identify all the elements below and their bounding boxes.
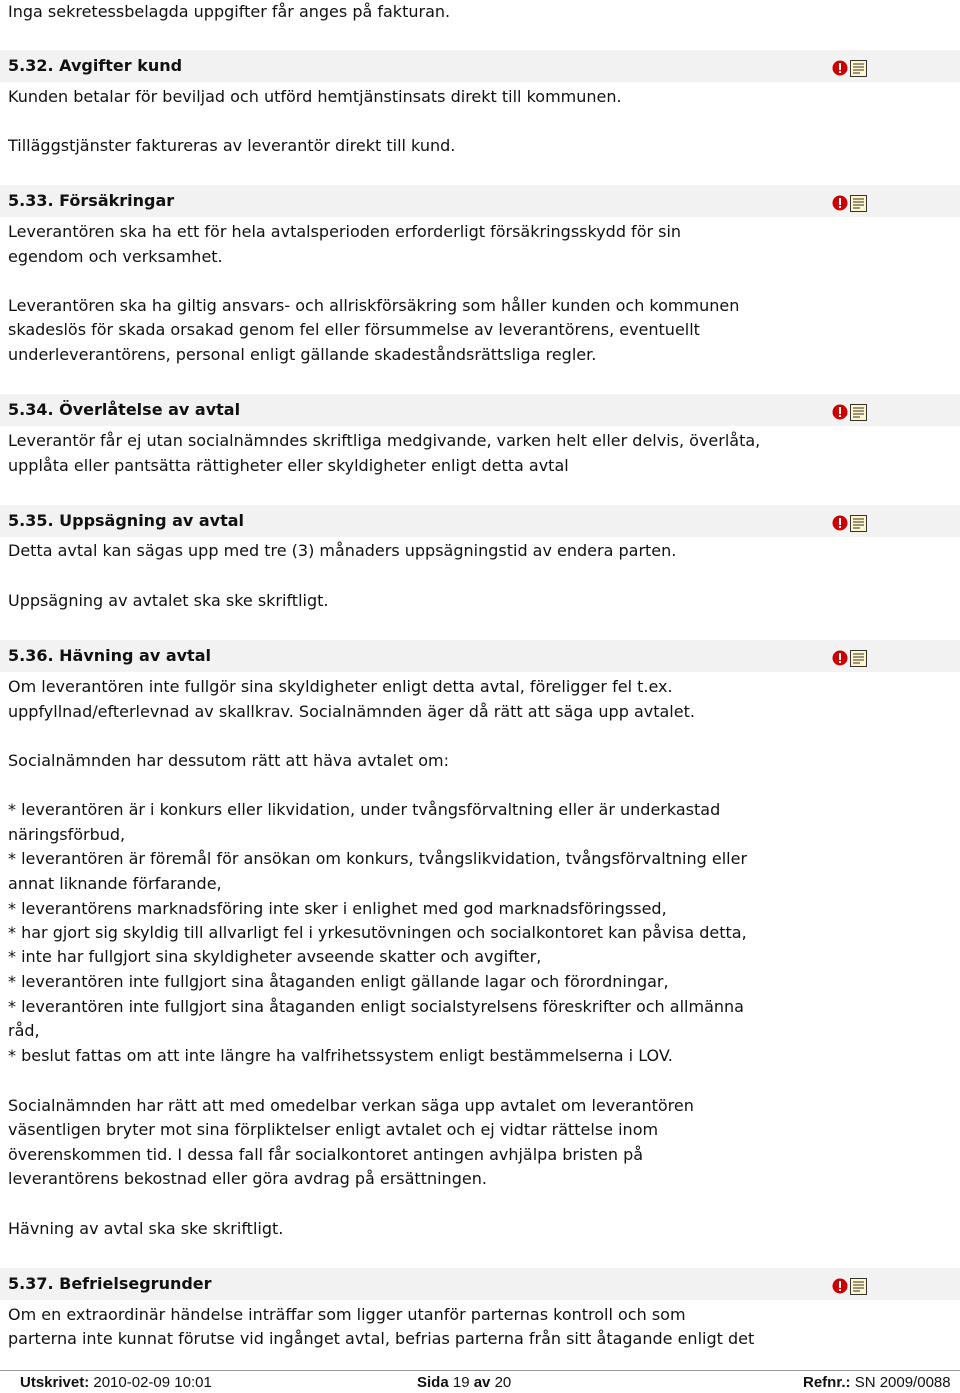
paragraph-line: Socialnämnden har dessutom rätt att häva avtalet om: bbox=[8, 751, 450, 770]
paragraph-line: upplåta eller pantsätta rättigheter eller skyldigheter enligt detta avtal bbox=[8, 456, 569, 475]
section-5-34-header bbox=[0, 394, 960, 426]
page-total: 20 bbox=[494, 1374, 512, 1391]
paragraph-line: Hävning av avtal ska ske skriftligt. bbox=[8, 1219, 284, 1238]
list-item: * inte har fullgjort sina skyldigheter avseende skatter och avgifter, bbox=[8, 947, 542, 966]
list-item: * leverantören är i konkurs eller likvidation, under tvångsförvaltning eller är underkastad bbox=[8, 800, 721, 819]
warning-icon[interactable] bbox=[832, 60, 848, 76]
ref-label: Refnr.: bbox=[803, 1374, 851, 1391]
printed-label: Utskrivet: bbox=[20, 1374, 90, 1391]
list-item: * har gjort sig skyldig till allvarligt fel i yrkesutövningen och socialkontoret kan påvisa detta, bbox=[8, 923, 747, 942]
section-5-37-header bbox=[0, 1268, 960, 1300]
section-title: 5.32. Avgifter kund bbox=[8, 56, 183, 75]
reference-number bbox=[803, 1373, 951, 1393]
paragraph-line: Om leverantören inte fullgör sina skyldigheter enligt detta avtal, föreligger fel t.ex. bbox=[8, 677, 673, 696]
paragraph-line: Detta avtal kan sägas upp med tre (3) månaders uppsägningstid av endera parten. bbox=[8, 541, 677, 560]
list-item: råd, bbox=[8, 1021, 40, 1040]
paragraph-line: Socialnämnden har rätt att med omedelbar verkan säga upp avtalet om leverantören bbox=[8, 1096, 694, 1115]
paragraph-line: parterna inte kunnat förutse vid ingånget avtal, befrias parterna från sitt åtagande enligt det bbox=[8, 1329, 755, 1348]
section-icons bbox=[832, 650, 868, 668]
printed-date bbox=[20, 1373, 212, 1393]
warning-icon[interactable] bbox=[832, 404, 848, 420]
paragraph-line: underleverantörens, personal enligt gällande skadeståndsrättsliga regler. bbox=[8, 345, 597, 364]
list-item: annat liknande förfarande, bbox=[8, 874, 222, 893]
ref-value: SN 2009/0088 bbox=[854, 1374, 951, 1391]
paragraph-line: överenskommen tid. I dessa fall får socialkontoret antingen avhjälpa bristen på bbox=[8, 1145, 644, 1164]
paragraph-line: egendom och verksamhet. bbox=[8, 247, 223, 266]
note-icon[interactable] bbox=[850, 60, 867, 77]
paragraph-line: Leverantör får ej utan socialnämndes skriftliga medgivande, varken helt eller delvis, överlåta, bbox=[8, 431, 761, 450]
section-icons bbox=[832, 1278, 868, 1296]
section-title: 5.35. Uppsägning av avtal bbox=[8, 511, 245, 530]
paragraph-line: Leverantören ska ha ett för hela avtalsperioden erforderligt försäkringsskydd för sin bbox=[8, 222, 682, 241]
warning-icon[interactable] bbox=[832, 195, 848, 211]
note-icon[interactable] bbox=[850, 404, 867, 421]
page-number bbox=[417, 1373, 511, 1393]
paragraph-line: Uppsägning av avtalet ska ske skriftligt. bbox=[8, 591, 329, 610]
warning-icon[interactable] bbox=[832, 515, 848, 531]
paragraph-line: Kunden betalar för beviljad och utförd hemtjänstinsats direkt till kommunen. bbox=[8, 87, 622, 106]
section-icons bbox=[832, 404, 868, 422]
note-icon[interactable] bbox=[850, 650, 867, 667]
section-icons bbox=[832, 60, 868, 78]
section-5-32-header bbox=[0, 50, 960, 82]
paragraph-line: Tilläggstjänster faktureras av leverantör direkt till kund. bbox=[8, 136, 456, 155]
section-icons bbox=[832, 515, 868, 533]
list-item: * leverantören är föremål för ansökan om konkurs, tvångslikvidation, tvångsförvaltning eller bbox=[8, 849, 748, 868]
section-title: 5.36. Hävning av avtal bbox=[8, 646, 211, 665]
note-icon[interactable] bbox=[850, 195, 867, 212]
page-label: Sida bbox=[417, 1374, 449, 1391]
paragraph-line: skadeslös för skada orsakad genom fel eller försummelse av leverantörens, eventuellt bbox=[8, 320, 700, 339]
section-title: 5.37. Befrielsegrunder bbox=[8, 1274, 212, 1293]
printed-value: 2010-02-09 10:01 bbox=[93, 1374, 212, 1391]
list-item: * beslut fattas om att inte längre ha valfrihetssystem enligt bestämmelserna i LOV. bbox=[8, 1046, 673, 1065]
paragraph-line: uppfyllnad/efterlevnad av skallkrav. Socialnämnden äger då rätt att säga upp avtalet. bbox=[8, 702, 695, 721]
section-title: 5.34. Överlåtelse av avtal bbox=[8, 400, 241, 419]
warning-icon[interactable] bbox=[832, 1278, 848, 1294]
list-item: * leverantörens marknadsföring inte sker i enlighet med god marknadsföringssed, bbox=[8, 899, 667, 918]
paragraph-line: Leverantören ska ha giltig ansvars- och allriskförsäkring som håller kunden och kommunen bbox=[8, 296, 740, 315]
warning-icon[interactable] bbox=[832, 650, 848, 666]
section-5-35-header bbox=[0, 505, 960, 537]
section-icons bbox=[832, 195, 868, 213]
list-item: * leverantören inte fullgjort sina åtaganden enligt socialstyrelsens föreskrifter och allmänna bbox=[8, 997, 744, 1016]
list-item: näringsförbud, bbox=[8, 825, 126, 844]
note-icon[interactable] bbox=[850, 515, 867, 532]
list-item: * leverantören inte fullgjort sina åtaganden enligt gällande lagar och förordningar, bbox=[8, 972, 669, 991]
page-footer bbox=[0, 1370, 960, 1392]
note-icon[interactable] bbox=[850, 1278, 867, 1295]
section-title: 5.33. Försäkringar bbox=[8, 191, 175, 210]
section-5-36-header bbox=[0, 640, 960, 672]
intro-text: Inga sekretessbelagda uppgifter får anges på fakturan. bbox=[8, 2, 451, 21]
paragraph-line: Om en extraordinär händelse inträffar som ligger utanför parternas kontroll och som bbox=[8, 1305, 686, 1324]
page-of: av bbox=[473, 1374, 491, 1391]
paragraph-line: väsentligen bryter mot sina förpliktelser enligt avtalet och ej vidtar rättelse inom bbox=[8, 1120, 659, 1139]
page-num: 19 bbox=[452, 1374, 470, 1391]
paragraph-line: leverantörens bekostnad eller göra avdrag på ersättningen. bbox=[8, 1169, 487, 1188]
section-5-33-header bbox=[0, 185, 960, 217]
